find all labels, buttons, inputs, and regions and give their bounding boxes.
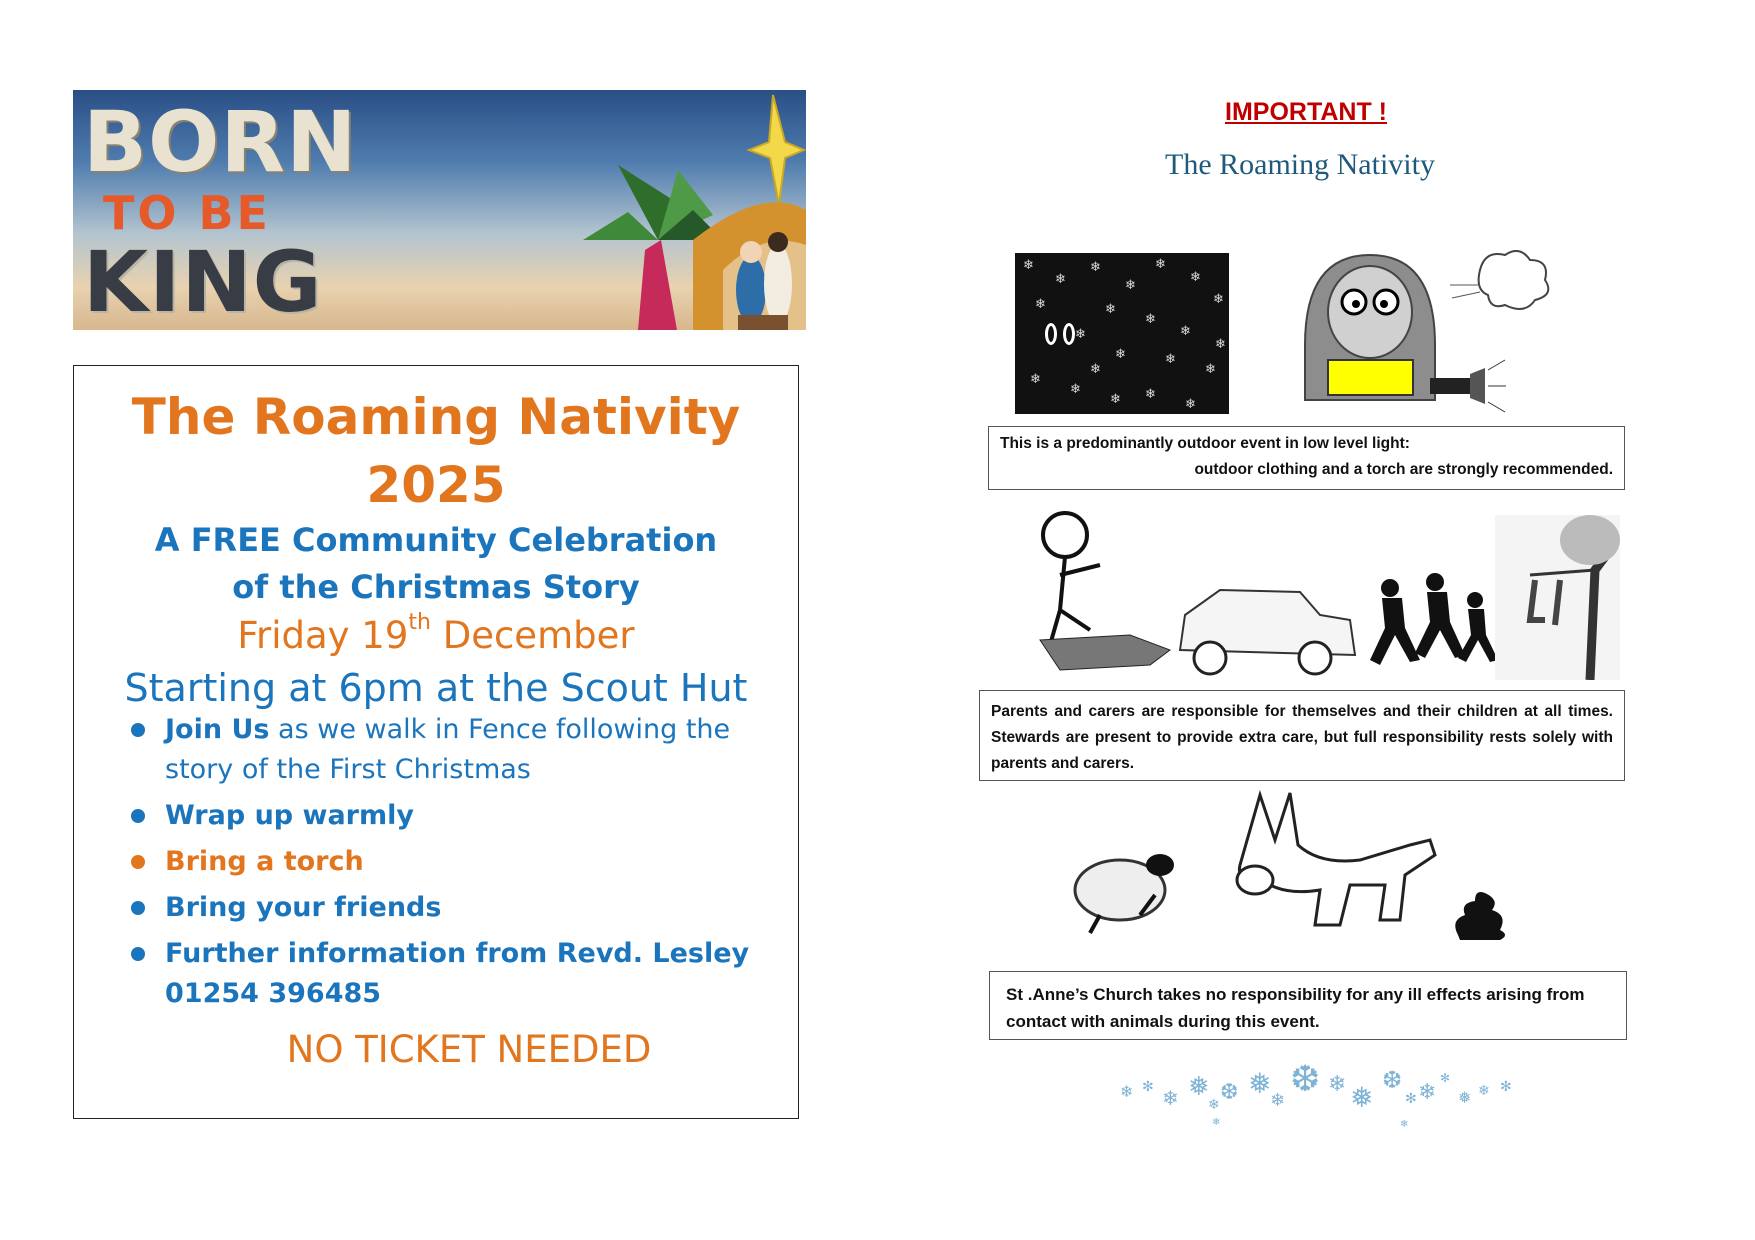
event-year: 2025 — [366, 456, 506, 514]
bullet-1-line2: story of the First Christmas — [165, 754, 531, 785]
palm-trunk — [638, 240, 677, 330]
eye-icon — [1045, 323, 1057, 345]
event-title: The Roaming Nativity — [131, 388, 741, 446]
important-heading: IMPORTANT ! — [1225, 98, 1388, 126]
hooded-figure-with-torch-illustration — [1300, 250, 1570, 420]
mary-head — [740, 241, 762, 263]
bullet-4 — [123, 888, 803, 928]
notice-animal-disclaimer: St .Anne’s Church takes no responsibility for any ill effects arising from contact with animals during this event. — [989, 971, 1627, 1040]
animals-illustration — [1060, 785, 1520, 945]
right-title: The Roaming Nativity — [1165, 148, 1435, 181]
bullet-2 — [123, 796, 803, 836]
event-start-location: Starting at 6pm at the Scout Hut — [124, 666, 748, 710]
bullet-dot-icon — [131, 809, 145, 823]
bullet-5 — [123, 934, 803, 1014]
no-ticket-needed: NO TICKET NEEDED — [286, 1028, 652, 1071]
nativity-collage-illustration — [73, 90, 806, 330]
notice-outdoor-line2: outdoor clothing and a torch are strongly recommended. — [1194, 461, 1613, 478]
bullet-5-line1: Further information from Revd. Lesley — [165, 938, 750, 969]
poop-icon — [1455, 892, 1505, 940]
bullet-1 — [123, 710, 803, 790]
notice-outdoor-event — [988, 426, 1625, 490]
event-subtitle-line1: A FREE Community Celebration — [154, 521, 718, 559]
notice-parents-responsibility: Parents and carers are responsible for themselves and their children at all times. Stewards are present to provide extra care, but full responsibility rests solely with parents and carers. — [979, 690, 1625, 781]
notice-outdoor-line1: This is a predominantly outdoor event in low level light: — [1000, 435, 1410, 452]
donkey-icon — [1239, 793, 1435, 925]
joseph-figure — [764, 244, 792, 324]
bullet-1-text: as we walk in Fence following the — [269, 714, 731, 745]
bullet-dot-icon — [131, 947, 145, 961]
event-date: Friday 19th December — [237, 610, 635, 657]
hazards-illustration — [1010, 510, 1620, 680]
event-subtitle-line2: of the Christmas Story — [232, 568, 640, 606]
manger — [738, 315, 788, 330]
banner-king-text: KING — [83, 233, 323, 330]
born-to-be-king-banner — [73, 90, 806, 330]
bullet-5-phone: 01254 396485 — [165, 978, 382, 1009]
banner-to-be-text: TO BE — [103, 186, 271, 240]
dark-snowy-night-image: ❄ ❄ ❄ ❄ ❄ ❄ ❄ ❄ ❄ ❄ ❄ ❄ ❄ ❄ ❄ ❄ ❄ ❄ ❄ ❄ ❄ ❄ — [1015, 253, 1229, 414]
bullet-dot-icon — [131, 855, 145, 869]
bullet-3-text: Bring a torch — [165, 846, 364, 877]
bullet-1-bold: Join Us — [165, 714, 270, 745]
joseph-head — [768, 232, 788, 252]
bullet-4-text: Bring your friends — [165, 892, 442, 923]
star-icon — [749, 95, 804, 205]
mary-figure — [736, 256, 766, 324]
banner-born-text: BORN — [83, 93, 358, 191]
eye-icon — [1063, 323, 1075, 345]
bullet-2-text: Wrap up warmly — [165, 800, 414, 831]
bullet-dot-icon — [131, 723, 145, 737]
bullet-dot-icon — [131, 901, 145, 915]
snowflakes-decoration: ❄ ✻ ❄ ❅ ❄ ❆ ❅ ❄ ❆ ❄ ❅ ❆ ✻ ❄ ✻ ❅ ❄ ✻ ❄ ❄ — [1120, 1059, 1512, 1130]
bullet-3 — [123, 842, 803, 882]
